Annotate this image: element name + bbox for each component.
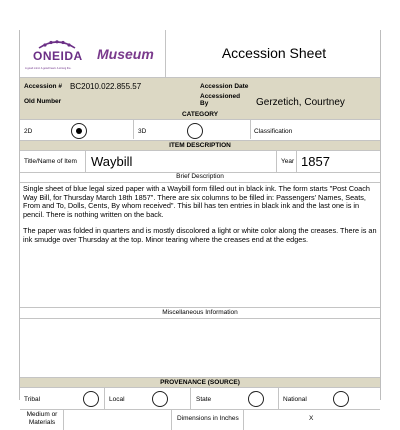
brief-description-text[interactable] — [23, 185, 377, 245]
category-3d-radio[interactable] — [187, 123, 203, 139]
provenance-local-label: Local — [109, 396, 125, 403]
provenance-local-radio[interactable] — [152, 391, 168, 407]
logo-tagline: A good mind. A good heart. A strong fire. — [25, 67, 72, 70]
item-title-value[interactable]: Waybill — [91, 154, 133, 169]
accession-sheet — [19, 30, 381, 426]
classification-label: Classification — [254, 128, 293, 135]
old-number-label: Old Number — [24, 98, 62, 105]
page-title: Accession Sheet — [221, 45, 327, 61]
accession-number-label: Accession # — [24, 83, 62, 90]
medium-materials-label: Medium or Materials — [26, 411, 58, 426]
provenance-tribal-radio[interactable] — [83, 391, 99, 407]
accessioned-by-label: Accessioned By — [200, 93, 241, 107]
accession-number-value[interactable]: BC2010.022.855.57 — [70, 82, 142, 91]
provenance-national-label: National — [283, 396, 307, 403]
brief-description-paragraph: The paper was folded in quarters and is mostly discolored a light or white color along the creases. There is an ink smudge over Thursday at the top. Minor tearing where the creases end at the edges. — [23, 226, 377, 244]
category-heading: CATEGORY — [181, 111, 219, 118]
dimensions-label: Dimensions in Inches — [177, 415, 239, 422]
brief-description-label: Brief Description — [176, 173, 224, 180]
accession-date-label: Accession Date — [200, 83, 249, 90]
category-3d-label: 3D — [138, 128, 147, 135]
provenance-tribal-label: Tribal — [24, 396, 41, 403]
provenance-heading: PROVENANCE (SOURCE) — [160, 379, 240, 386]
provenance-state-label: State — [196, 396, 212, 403]
dimensions-separator: X — [309, 415, 314, 422]
accessioned-by-value[interactable]: Gerzetich, Courtney — [256, 97, 345, 108]
misc-info-label: Miscellaneous Information — [162, 309, 238, 316]
brief-description-paragraph: Single sheet of blue legal sized paper with a Waybill form filled out in black ink. The form starts "Post Coach Way Bill, for Thursday March 18th 1857". There are six columns to be filled in: Passengers' Names, Seats, From and To, Dolls, Cents, By whom received". This bill has ten entries in black ink and the last one is in pencil. There is nothing written on the back. — [23, 184, 370, 219]
museum-label: Museum — [97, 46, 154, 62]
provenance-national-radio[interactable] — [333, 391, 349, 407]
radio-selected-dot — [76, 128, 82, 134]
item-title-label: Title/Name of Item — [24, 158, 77, 165]
provenance-state-radio[interactable] — [248, 391, 264, 407]
category-2d-radio[interactable] — [71, 123, 87, 139]
year-value[interactable]: 1857 — [301, 154, 330, 169]
year-label: Year — [281, 158, 295, 165]
category-2d-label: 2D — [24, 128, 33, 135]
logo-text: ONEIDA — [33, 49, 83, 63]
item-description-heading: ITEM DESCRIPTION — [169, 142, 231, 149]
oneida-logo — [24, 38, 92, 78]
misc-info-value[interactable] — [23, 321, 377, 376]
